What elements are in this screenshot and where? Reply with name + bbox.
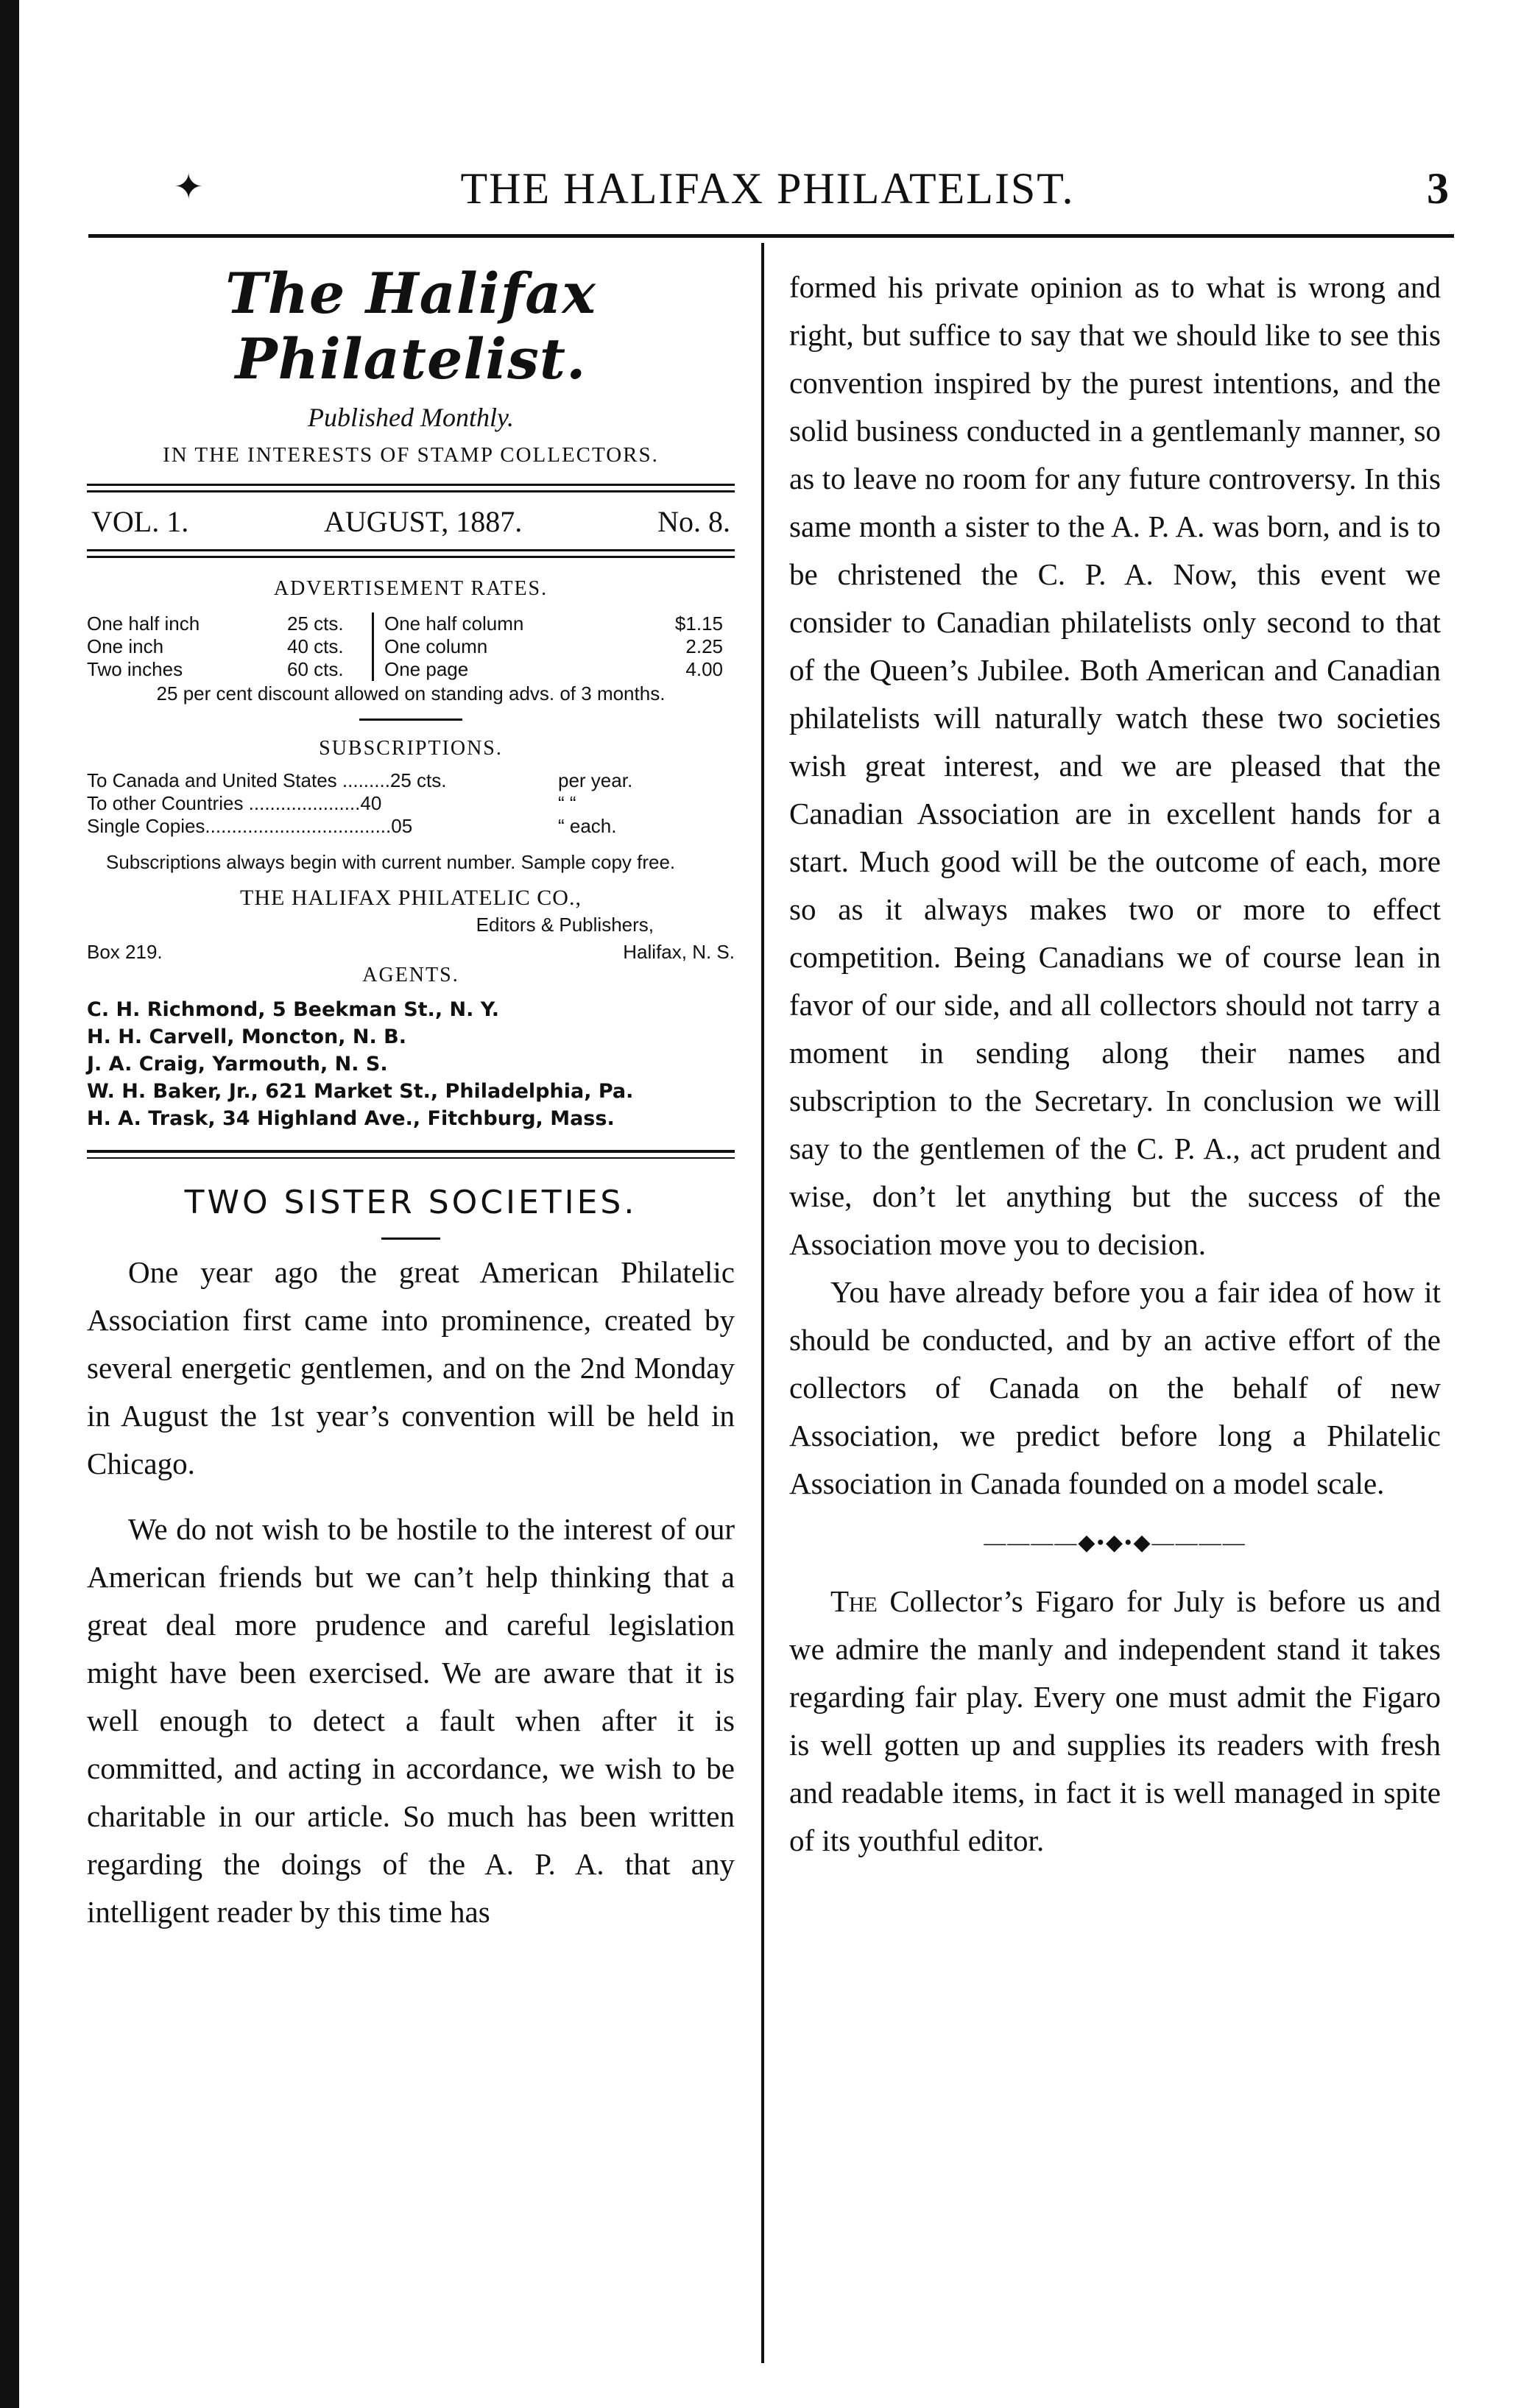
agent-entry: H. A. Trask, 34 Highland Ave., Fitchburg, Mass. xyxy=(87,1107,615,1130)
figaro-lead: The xyxy=(830,1584,878,1618)
masthead-title: The Halifax Philatelist. xyxy=(225,261,596,392)
subscriptions-heading: SUBSCRIPTIONS. xyxy=(319,737,503,760)
ad-rates-table xyxy=(87,612,735,681)
figaro-text: Collector’s Figaro for July is before us and we admire the manly and independent stand it takes regarding fair play. Every one must admit the Figaro is well gotten up and supplies its readers with fresh and readable items, in fact it is well managed in spite of its youthful editor. xyxy=(789,1584,1441,1857)
subscription-note: “ “ xyxy=(558,792,576,814)
page-number: 3 xyxy=(1427,164,1449,213)
agent-entry: C. H. Richmond, 5 Beekman St., N. Y. xyxy=(87,998,500,1021)
divider-thick xyxy=(87,1150,735,1153)
article-paragraph-2: We do not wish to be hostile to the interest of our American friends but we can’t help thinking that a great deal more prudence and careful legislation might have been exercised. We are aware that it is well enough to detect a fault when after it is committed, and acting in accordance, we wish to be charitable in our article. So much has been written regarding the doings of the A. P. A. that any intelligent reader by this time has xyxy=(87,1512,735,1929)
left-column xyxy=(87,258,735,1936)
binding-edge xyxy=(0,0,19,2408)
ornament-mark: ✦ xyxy=(174,168,204,207)
publisher-city: Halifax, N. S. xyxy=(623,941,735,963)
section-rule xyxy=(359,718,462,721)
section-ornament: ————◆•◆•◆———— xyxy=(984,1530,1246,1555)
rate-price: $1.15 xyxy=(674,612,723,635)
rate-label: One page xyxy=(384,658,469,680)
subscription-note: per year. xyxy=(558,769,633,791)
subscription-note: “ each. xyxy=(558,815,617,837)
article-paragraph-2-continued: formed his private opinion as to what is wrong and right, but suffice to say that we should like to see this convention inspired by the purest intentions, and the solid business conducted in a gentlemanly manner, so as to leave no room for any future controversy. In this same month a sister to the A. P. A. was born, and is to be christened the C. P. A. Now, this event we consider to Canadian philatelists only second to that of the Queen’s Jubilee. Both American and Canadian philatelists will naturally watch these two societies wish great interest, and we are pleased that the Canadian Association are in excellent hands for a start. Much good will be the outcome of each, more so as it always makes two or more to effect competition. Being Canadians we of course lean in favor of our side, and all collectors should not tarry a moment in sending along their names and subscription to the Secretary. In conclusion we will say to the gentlemen of the C. P. A., act prudent and wise, don’t let anything but the success of the Association move you to decision. xyxy=(789,270,1441,1261)
agent-entry: W. H. Baker, Jr., 621 Market St., Philadelphia, Pa. xyxy=(87,1080,634,1103)
subscription-label: To Canada and United States .........25 cts. xyxy=(87,769,447,791)
rate-price: 2.25 xyxy=(685,635,723,657)
subscription-row xyxy=(87,815,735,838)
rate-price: 40 cts. xyxy=(287,635,344,657)
double-rule xyxy=(87,549,735,558)
double-rule xyxy=(87,484,735,492)
subscription-label: Single Copies...................................05 xyxy=(87,815,413,837)
agent-entry: J. A. Craig, Yarmouth, N. S. xyxy=(87,1053,388,1076)
volume-row xyxy=(87,504,735,539)
issue-date: AUGUST, 1887. xyxy=(324,505,523,538)
interests-line: IN THE INTERESTS OF STAMP COLLECTORS. xyxy=(163,443,659,467)
right-column xyxy=(789,264,1441,1865)
publisher-box: Box 219. xyxy=(87,941,163,963)
rate-price: 25 cts. xyxy=(287,612,344,635)
article-paragraph-3: You have already before you a fair idea of how it should be conducted, and by an active effort of the collectors of Canada on the behalf of new Association, we predict before long a Philatelic Association in Canada founded on a model scale. xyxy=(789,1275,1441,1500)
rate-label: One inch xyxy=(87,635,164,657)
subscription-row xyxy=(87,769,735,792)
rate-label: Two inches xyxy=(87,658,183,680)
figaro-paragraph xyxy=(789,1578,1441,1865)
column-divider xyxy=(761,243,764,2363)
agent-entry: H. H. Carvell, Moncton, N. B. xyxy=(87,1025,407,1048)
agents-list xyxy=(87,996,735,1132)
discount-note: 25 per cent discount allowed on standing advs. of 3 months. xyxy=(156,682,666,705)
subscription-row xyxy=(87,792,735,815)
running-head-title: THE HALIFAX PHILATELIST. xyxy=(460,164,1075,213)
header-rule xyxy=(88,234,1454,238)
article-headline: TWO SISTER SOCIETIES. xyxy=(184,1184,638,1221)
volume: VOL. 1. xyxy=(91,505,189,538)
rate-price: 60 cts. xyxy=(287,658,344,680)
rate-label: One column xyxy=(384,635,488,657)
rate-label: One half column xyxy=(384,612,524,635)
running-head xyxy=(0,163,1535,215)
subscriptions-note: Subscriptions always begin with current number. Sample copy free. xyxy=(106,851,676,873)
headline-rule xyxy=(381,1237,440,1240)
issue-number: No. 8. xyxy=(657,505,730,538)
agents-heading: AGENTS. xyxy=(362,964,459,986)
published-monthly: Published Monthly. xyxy=(308,403,514,432)
divider-thin xyxy=(87,1157,735,1159)
publisher-name: THE HALIFAX PHILATELIC CO., xyxy=(240,886,582,910)
rate-label: One half inch xyxy=(87,612,200,635)
rate-price: 4.00 xyxy=(685,658,723,680)
subscriptions-table xyxy=(87,769,735,838)
ad-rates-heading: ADVERTISEMENT RATES. xyxy=(273,577,548,600)
publisher-address xyxy=(87,941,735,964)
publisher-role: Editors & Publishers, xyxy=(476,914,654,936)
subscription-label: To other Countries .....................40 xyxy=(87,792,382,814)
article-paragraph-1: One year ago the great American Philatelic Association first came into prominence, created by several energetic gentlemen, and on the 2nd Monday in August the 1st year’s convention will be held in Chicago. xyxy=(87,1255,735,1480)
